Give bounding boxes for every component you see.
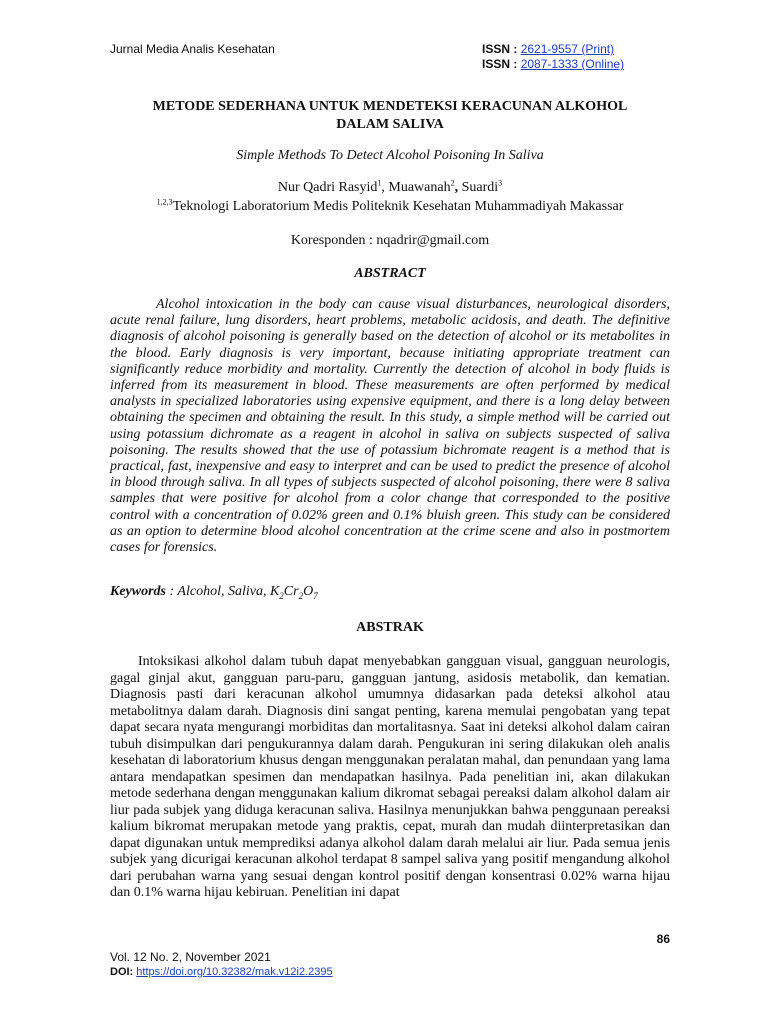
formula-part: O [303, 584, 314, 599]
issn-label: ISSN : [482, 57, 518, 71]
author-name: Nur Qadri Rasyid [277, 180, 378, 195]
formula-sub: 2 [279, 590, 284, 601]
author-sup: 2 [450, 178, 455, 188]
page-number: 86 [656, 932, 670, 946]
correspondence: Koresponden : nqadrir@gmail.com [290, 233, 490, 248]
formula-sub: 2 [298, 590, 304, 601]
affiliation-text: Teknologi Laboratorium Medis Politeknik Kesehatan Muhammadiyah Makassar [172, 199, 624, 214]
affiliation [110, 199, 670, 215]
journal-name: Jurnal Media Analis Kesehatan [110, 42, 275, 56]
abstrak-text: Intoksikasi alkohol dalam tubuh dapat menyebabkan gangguan visual, gangguan neurologis, gagal ginjal akut, gangguan paru-paru, gangguan jantung, asidosis metabolik, dan kematian. Diagnosis pasti dari keracunan alkohol umumnya didasarkan pada deteksi alkohol atau metabolitnya dalam darah. Diagnosis dini sangat penting, karena memulai pengobatan yang tepat dapat secara nyata mengurangi morbiditas dan mortalitasnya. Saat ini deteksi alkohol dalam cairan tubuh disimpulkan dari pengukurannya dalam darah. Pengukuran ini sering dilakukan oleh analis kesehatan di laboratorium khusus dengan menggunakan peralatan mahal, dan penundaan yang lama antara mendapatkan spesimen dan mendapatkan hasilnya. Pada penelitian ini, akan dilakukan metode sederhana dengan menggunakan kalium dikromat sebagai pereaksi dalam alkohol dalam air liur pada subjek yang diduga keracunan saliva. Hasilnya menunjukkan bahwa penggunaan pereaksi kalium bikromat merupakan metode yang praktis, cepat, murah dan mudah diinterpretasikan dan dapat digunakan untuk memprediksi adanya alkohol dalam darah melalui air liur. Pada semua jenis subjek yang dicurigai keracunan alkohol terdapat 8 sampel saliva yang positif mengandung alkohol dari perubahan warna yang sesuai dengan kontrol positif dengan konsentrasi 0.02% warna hijau dan 0.1% warna hijau kebiruan. Penelitian ini dapat [110, 654, 670, 900]
affiliation-sup: 1,2,3 [156, 197, 173, 207]
author-sup: 3 [498, 178, 503, 188]
doi-line [110, 966, 333, 978]
issn-print-link[interactable]: 2621-9557 (Print) [520, 42, 615, 56]
paper-subtitle: Simple Methods To Detect Alcohol Poisoning In Saliva [236, 148, 544, 163]
issn-label: ISSN : [482, 42, 518, 56]
abstrak-heading: ABSTRAK [356, 620, 424, 635]
author-name: Suardi [461, 180, 499, 195]
issn-print-line [482, 42, 624, 57]
paper-title [110, 98, 670, 134]
issn-block [482, 42, 624, 72]
doi-label: DOI: [110, 966, 134, 978]
paper-title-line2: DALAM SALIVA [336, 117, 444, 132]
issn-online-line [482, 57, 624, 72]
author-name: Muawanah [388, 180, 451, 195]
author-list [110, 180, 670, 196]
keywords-label: Keywords [110, 584, 166, 599]
formula-sub: 7 [313, 590, 318, 601]
paper-title-line1: METODE SEDERHANA UNTUK MENDETEKSI KERACUNAN ALKOHOL [152, 99, 628, 114]
abstract-text: Alcohol intoxication in the body can cause visual disturbances, neurological disorders, acute renal failure, lung disorders, heart problems, metabolic acidosis, and death. The definitive diagnosis of alcohol poisoning is generally based on the detection of alcohol or its metabolites in the blood. Early diagnosis is very important, because initiating appropriate treatment can significantly reduce morbidity and mortality. Currently the detection of alcohol in body fluids is inferred from its measurement in blood. These measurements are often performed by medical analysts in specialized laboratories using expensive equipment, and there is a long delay between obtaining the specimen and obtaining the result. In this study, a simple method will be carried out using potassium dichromate as a reagent in alcohol in saliva on subjects suspected of saliva poisoning. The results showed that the use of potassium bichromate reagent is a method that is practical, fast, inexpensive and easy to interpret and can be used to predict the presence of alcohol in blood through saliva. In all types of subjects suspected of alcohol poisoning, there were 8 saliva samples that were positive for alcohol from a color change that corresponded to the positive control with a concentration of 0.02% green and 0.1% bluish green. This study can be considered as an option to determine blood alcohol concentration at the crime scene and also in postmortem cases for forensics. [110, 297, 670, 556]
volume-info: Vol. 12 No. 2, November 2021 [110, 950, 271, 964]
abstract-heading: ABSTRACT [354, 266, 426, 281]
author-separator: , [381, 180, 389, 195]
doi-link[interactable]: https://doi.org/10.32382/mak.v12i2.2395 [136, 966, 333, 978]
formula-part: Cr [283, 584, 299, 599]
author-separator: , [454, 180, 462, 195]
issn-online-link[interactable]: 2087-1333 (Online) [520, 57, 625, 71]
keywords-text: : Alcohol, Saliva, K [166, 584, 280, 599]
abstrak-body [110, 654, 670, 902]
abstract-body [110, 297, 670, 556]
keywords [110, 584, 318, 600]
author-sup: 1 [377, 178, 382, 188]
